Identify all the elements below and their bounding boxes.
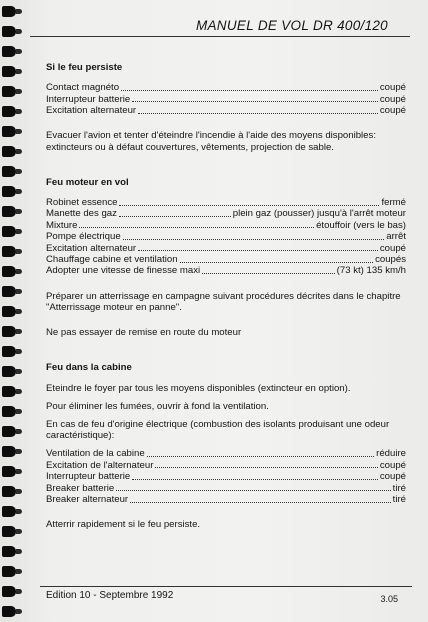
binding-ring [2, 406, 16, 417]
binding-ring [2, 206, 16, 217]
binding-ring [2, 466, 16, 477]
checklist-feu-dans-la-cabine [46, 448, 406, 505]
checklist-item-value: étouffoir (vers le bas) [316, 219, 406, 231]
leader-dots [116, 483, 390, 491]
checklist-row [46, 94, 406, 105]
binding-ring [2, 166, 16, 177]
binding-ring [2, 86, 16, 97]
checklist-row [46, 254, 406, 265]
leader-dots [123, 232, 385, 240]
binding-ring [2, 426, 16, 437]
binding-ring [2, 526, 16, 537]
checklist-item-value: coupés [375, 253, 406, 265]
checklist-item-label: Excitation alternateur [46, 104, 137, 116]
checklist-item-label: Breaker alternateur [46, 493, 129, 505]
checklist-item-label: Pompe électrique [46, 231, 121, 243]
checklist-item-value: fermé [381, 196, 406, 208]
checklist-item-label: Interrupteur batterie [46, 93, 131, 105]
checklist-item-value: arrêt [386, 231, 406, 243]
leader-dots [79, 220, 314, 228]
header-divider [30, 36, 410, 37]
leader-dots [180, 255, 373, 263]
section-title-feu-moteur-en-vol: Feu moteur en vol [46, 176, 129, 188]
checklist-row [46, 494, 406, 505]
checklist-item-label: Breaker batterie [46, 482, 115, 494]
checklist-item-value: coupé [379, 93, 406, 105]
checklist-item-label: Ventilation de la cabine [46, 448, 145, 460]
checklist-feu-moteur-en-vol [46, 197, 406, 277]
binding-ring [2, 246, 16, 257]
checklist-item-value: réduire [376, 448, 406, 460]
leader-dots [138, 106, 378, 114]
binding-ring [2, 306, 16, 317]
checklist-row [46, 448, 406, 459]
checklist-item-value: coupé [379, 459, 406, 471]
binding-ring [2, 146, 16, 157]
instruction-atterrissage-campagne: Préparer un atterrissage en campagne suivant procédures décrites dans le chapitre "Atterrissage moteur en panne". [46, 290, 401, 313]
leader-dots [202, 266, 335, 274]
section-title-si-le-feu-persiste: Si le feu persiste [46, 62, 123, 73]
checklist-row [46, 208, 406, 219]
instruction-evacuation: Evacuer l'avion et tenter d'éteindre l'incendie à l'aide des moyens disponibles: extincteurs ou à défaut couvertures, vêtements, projection de sable. [46, 130, 376, 153]
checklist-item-value: coupé [379, 82, 406, 94]
checklist-item-value: tiré [392, 482, 406, 494]
checklist-row [46, 265, 406, 276]
checklist-item-label: Chauffage cabine et ventilation [46, 253, 178, 265]
binding-ring [2, 266, 16, 277]
footer-edition: Edition 10 - Septembre 1992 [46, 590, 174, 601]
binding-ring [2, 606, 16, 617]
leader-dots [130, 495, 391, 503]
binding-ring [2, 446, 16, 457]
binding-ring [2, 186, 16, 197]
binding-ring [2, 286, 16, 297]
checklist-item-label: Manette des gaz [46, 208, 117, 220]
checklist-row [46, 82, 406, 93]
checklist-si-le-feu-persiste [46, 82, 406, 116]
binding-ring [2, 366, 16, 377]
binding-ring [2, 26, 16, 37]
leader-dots [138, 243, 378, 251]
binding-ring [2, 6, 16, 17]
instruction-eteindre-foyer: Eteindre le foyer par tous les moyens disponibles (extincteur en option). [46, 382, 351, 394]
page-number: 3.05 [380, 594, 398, 604]
binding-ring [2, 46, 16, 57]
leader-dots [121, 83, 378, 91]
leader-dots [119, 198, 379, 206]
binding-ring [2, 566, 16, 577]
binding-ring [2, 106, 16, 117]
instruction-pas-de-remise-en-route: Ne pas essayer de remise en route du moteur [46, 327, 242, 339]
checklist-item-label: Mixture [46, 219, 78, 231]
checklist-item-value: coupé [379, 242, 406, 254]
checklist-item-value: tiré [392, 493, 406, 505]
checklist-item-value: coupé [379, 471, 406, 483]
binding-ring [2, 386, 16, 397]
checklist-row [46, 197, 406, 208]
binding-ring [2, 126, 16, 137]
binding-ring [2, 226, 16, 237]
instruction-atterrir-rapidement: Atterrir rapidement si le feu persiste. [46, 519, 201, 531]
binding-ring [2, 326, 16, 337]
page-content [46, 52, 406, 531]
leader-dots [147, 449, 374, 457]
checklist-item-label: Interrupteur batterie [46, 471, 131, 483]
checklist-item-label: Adopter une vitesse de finesse maxi [46, 265, 201, 277]
checklist-row [46, 460, 406, 471]
header-title: MANUEL DE VOL DR 400/120 [195, 18, 388, 33]
leader-dots [132, 94, 378, 102]
checklist-row [46, 231, 406, 242]
checklist-item-label: Excitation alternateur [46, 242, 137, 254]
binding-ring [2, 506, 16, 517]
leader-dots [119, 209, 231, 217]
footer-divider [40, 586, 412, 587]
binding-ring [2, 346, 16, 357]
binding-ring [2, 546, 16, 557]
checklist-item-value: coupé [379, 104, 406, 116]
section-title-feu-dans-la-cabine: Feu dans la cabine [46, 362, 132, 374]
checklist-row [46, 483, 406, 494]
leader-dots [155, 460, 377, 468]
instruction-eliminer-fumees: Pour éliminer les fumées, ouvrir à fond la ventilation. [46, 400, 269, 412]
binding-ring [2, 66, 16, 77]
spiral-binding [0, 0, 24, 622]
instruction-feu-electrique: En cas de feu d'origine électrique (combustion des isolants produisant une odeur caractéristique): [46, 418, 390, 442]
leader-dots [132, 472, 378, 480]
checklist-item-label: Robinet essence [46, 196, 118, 208]
checklist-row [46, 243, 406, 254]
checklist-item-value: plein gaz (pousser) jusqu'à l'arrêt moteur [232, 208, 406, 220]
checklist-row [46, 220, 406, 231]
checklist-item-value: (73 kt) 135 km/h [336, 265, 406, 277]
checklist-row [46, 105, 406, 116]
page-header [30, 0, 410, 38]
checklist-row [46, 471, 406, 482]
checklist-item-label: Excitation de l'alternateur [46, 459, 154, 471]
binding-ring [2, 486, 16, 497]
checklist-item-label: Contact magnéto [46, 82, 120, 94]
binding-ring [2, 586, 16, 597]
